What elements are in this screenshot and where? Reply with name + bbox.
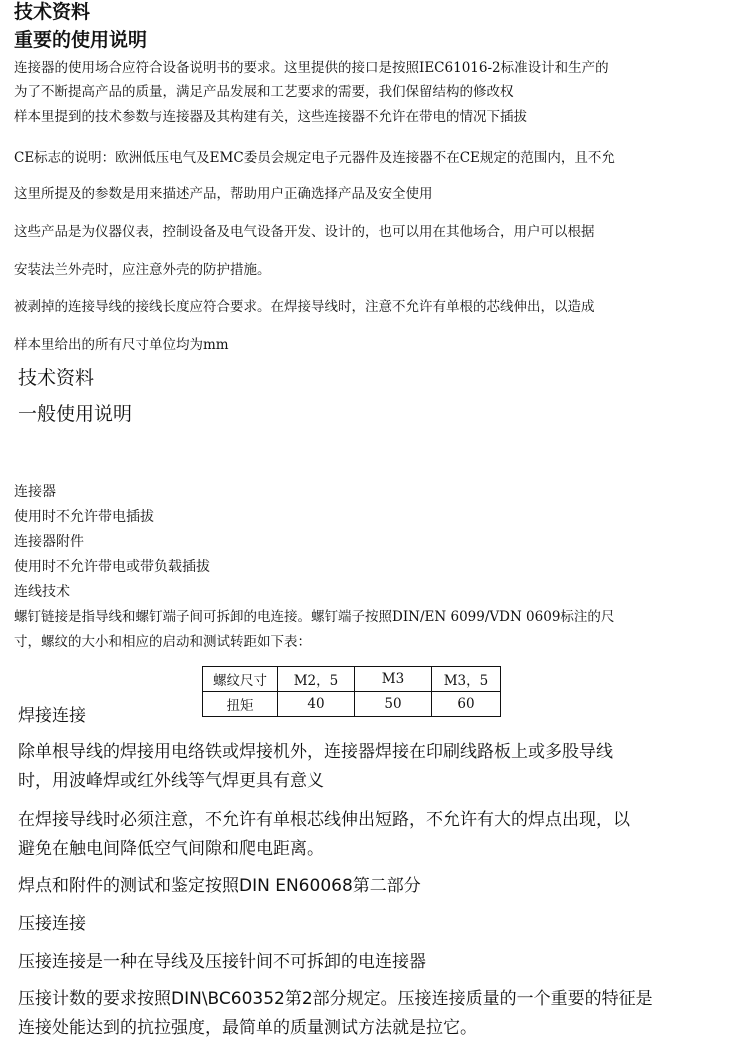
general-section-title: 技术资料 xyxy=(18,367,95,389)
soldering-line: 时，用波峰焊或红外线等气焊更具有意义 xyxy=(18,771,324,791)
general-line: 连线技术 xyxy=(14,584,70,600)
important-line: 样本里提到的技术参数与连接器及其构建有关，这些连接器不允许在带电的情况下插拔 xyxy=(14,109,527,125)
table-cell: 60 xyxy=(432,692,501,717)
soldering-line: 焊点和附件的测试和鉴定按照DIN EN60068第二部分 xyxy=(18,876,421,896)
soldering-title: 焊接连接 xyxy=(18,706,86,726)
crimping-title: 压接连接 xyxy=(18,914,86,934)
section-title: 技术资料 xyxy=(14,1,91,23)
general-line: 连接器 xyxy=(14,484,56,500)
general-line: 寸，螺纹的大小和相应的启动和测试转距如下表： xyxy=(14,634,311,650)
table-cell: 40 xyxy=(278,692,355,717)
important-line: 安装法兰外壳时，应注意外壳的防护措施。 xyxy=(14,262,271,278)
table-cell: 螺纹尺寸 xyxy=(203,667,278,692)
general-line: 使用时不允许带电或带负载插拔 xyxy=(14,559,210,575)
general-section-subtitle: 一般使用说明 xyxy=(18,403,133,425)
table-cell: M3，5 xyxy=(432,667,501,692)
important-line: 这里所提及的参数是用来描述产品，帮助用户正确选择产品及安全使用 xyxy=(14,186,433,202)
table-cell: M3 xyxy=(355,667,432,692)
table-row xyxy=(203,667,501,692)
important-line: 这些产品是为仪器仪表，控制设备及电气设备开发、设计的，也可以用在其他场合，用户可以根据 xyxy=(14,224,595,240)
torque-table xyxy=(202,666,501,717)
general-line: 使用时不允许带电插拔 xyxy=(14,509,154,525)
important-line: 为了不断提高产品的质量，满足产品发展和工艺要求的需要，我们保留结构的修改权 xyxy=(14,84,514,100)
table-row xyxy=(203,692,501,717)
important-line: 样本里给出的所有尺寸单位均为mm xyxy=(14,337,229,353)
section-subtitle: 重要的使用说明 xyxy=(14,29,148,51)
general-line: 螺钉链接是指导线和螺钉端子间可拆卸的电连接。螺钉端子按照DIN/EN 6099/VDN 0609标注的尺 xyxy=(14,609,615,625)
important-line: 连接器的使用场合应符合设备说明书的要求。这里提供的接口是按照IEC61016-2标准设计和生产的 xyxy=(14,60,609,76)
table-cell: M2，5 xyxy=(278,667,355,692)
crimping-line: 压接连接是一种在导线及压接针间不可拆卸的电连接器 xyxy=(18,952,426,972)
crimping-line: 连接处能达到的抗拉强度，最简单的质量测试方法就是拉它。 xyxy=(18,1018,477,1038)
soldering-line: 在焊接导线时必须注意，不允许有单根芯线伸出短路，不允许有大的焊点出现，以 xyxy=(18,810,630,830)
soldering-line: 避免在触电间降低空气间隙和爬电距离。 xyxy=(18,839,324,859)
important-line: 被剥掉的连接导线的接线长度应符合要求。在焊接导线时，注意不允许有单根的芯线伸出，以造成 xyxy=(14,299,595,315)
table-cell: 扭矩 xyxy=(203,692,278,717)
soldering-line: 除单根导线的焊接用电络铁或焊接机外，连接器焊接在印刷线路板上或多股导线 xyxy=(18,742,613,762)
important-line: CE标志的说明：欧洲低压电气及EMC委员会规定电子元器件及连接器不在CE规定的范围内，且不允 xyxy=(14,150,615,166)
general-line: 连接器附件 xyxy=(14,534,84,550)
crimping-line: 压接计数的要求按照DIN\BC60352第2部分规定。压接连接质量的一个重要的特征是 xyxy=(18,989,653,1009)
table-cell: 50 xyxy=(355,692,432,717)
